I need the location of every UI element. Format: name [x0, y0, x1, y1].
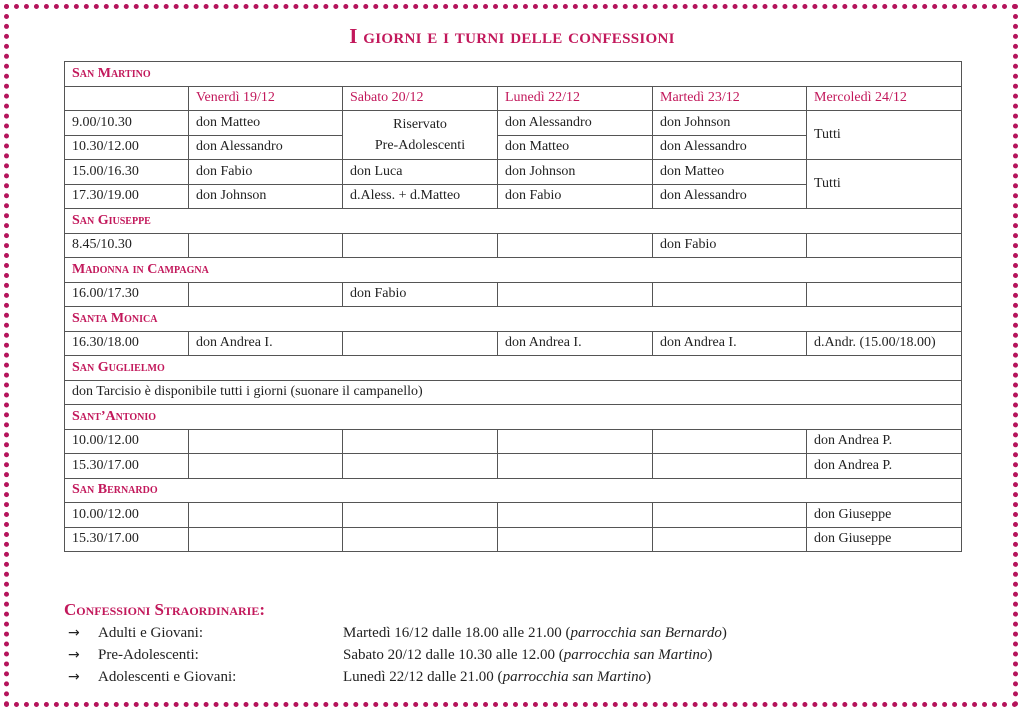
extra-desc-text: Martedì 16/12 dalle 18.00 alle 21.00 (	[343, 624, 571, 641]
section-row	[65, 209, 962, 234]
cell: don Johnson	[189, 184, 343, 209]
cell: don Andrea I.	[653, 331, 807, 356]
cell: don Alessandro	[653, 184, 807, 209]
time-cell: 9.00/10.30	[65, 111, 189, 136]
time-cell: 10.00/12.00	[65, 503, 189, 528]
all-cell: Tutti	[807, 160, 962, 209]
time-cell: 16.00/17.30	[65, 282, 189, 307]
time-cell: 15.00/16.30	[65, 160, 189, 185]
cell	[498, 429, 653, 454]
header-empty-cell	[65, 86, 189, 111]
extra-desc	[343, 669, 651, 686]
cell: d.Aless. + d.Matteo	[343, 184, 498, 209]
time-cell: 17.30/19.00	[65, 184, 189, 209]
table-row	[65, 380, 962, 405]
cell	[189, 454, 343, 479]
extra-note: parrocchia san Martino	[502, 668, 647, 685]
cell	[653, 429, 807, 454]
extra-title: Confessioni Straordinarie:	[64, 600, 266, 619]
day-header: Lunedì 22/12	[498, 86, 653, 111]
cell	[189, 503, 343, 528]
cell	[653, 282, 807, 307]
cell	[189, 429, 343, 454]
parish-name-santa-monica: Santa Monica	[65, 307, 962, 332]
cell	[189, 282, 343, 307]
section-row	[65, 405, 962, 430]
cell	[653, 454, 807, 479]
cell	[498, 454, 653, 479]
cell	[498, 527, 653, 552]
extra-close: )	[646, 668, 652, 685]
reserved-cell	[343, 111, 498, 160]
table-row	[65, 429, 962, 454]
time-cell: 10.00/12.00	[65, 429, 189, 454]
table-row	[65, 111, 962, 136]
cell	[807, 282, 962, 307]
extraordinary-confessions	[64, 600, 964, 688]
time-cell: 8.45/10.30	[65, 233, 189, 258]
extra-close: )	[707, 646, 713, 663]
cell: don Andrea P.	[807, 429, 962, 454]
cell	[343, 454, 498, 479]
cell: don Fabio	[498, 184, 653, 209]
cell	[343, 331, 498, 356]
note-cell: don Tarcisio è disponibile tutti i giorni (suonare il campanello)	[65, 380, 962, 405]
reserved-line: Pre-Adolescenti	[374, 138, 466, 153]
extra-label: Pre-Adolescenti:	[98, 646, 199, 663]
cell: don Luca	[343, 160, 498, 185]
day-header: Mercoledì 24/12	[807, 86, 962, 111]
day-header: Venerdì 19/12	[189, 86, 343, 111]
extra-desc	[343, 647, 712, 664]
cell	[807, 233, 962, 258]
time-cell: 15.30/17.00	[65, 527, 189, 552]
cell	[653, 527, 807, 552]
extra-label: Adolescenti e Giovani:	[98, 668, 237, 685]
section-row	[65, 478, 962, 503]
time-cell: 15.30/17.00	[65, 454, 189, 479]
table-row	[65, 331, 962, 356]
extra-note: parrocchia san Bernardo	[570, 624, 722, 641]
cell	[498, 233, 653, 258]
section-row	[65, 258, 962, 283]
arrow-right-icon: →	[68, 625, 80, 641]
cell: don Alessandro	[653, 135, 807, 160]
reserved-line: Riservato	[393, 117, 447, 132]
days-header-row	[65, 86, 962, 111]
arrow-right-icon: →	[68, 647, 80, 663]
cell: don Matteo	[189, 111, 343, 136]
cell: don Fabio	[343, 282, 498, 307]
cell: don Andrea I.	[189, 331, 343, 356]
cell	[343, 429, 498, 454]
all-cell: Tutti	[807, 111, 962, 160]
extra-desc-text: Lunedì 22/12 dalle 21.00 (	[343, 668, 503, 685]
parish-name-madonna-in-campagna: Madonna in Campagna	[65, 258, 962, 283]
cell: don Andrea P.	[807, 454, 962, 479]
cell	[343, 233, 498, 258]
cell	[343, 527, 498, 552]
parish-name-san-giuseppe: San Giuseppe	[65, 209, 962, 234]
table-row	[65, 527, 962, 552]
cell: don Giuseppe	[807, 527, 962, 552]
cell	[343, 503, 498, 528]
time-cell: 16.30/18.00	[65, 331, 189, 356]
day-header: Martedì 23/12	[653, 86, 807, 111]
cell: don Giuseppe	[807, 503, 962, 528]
parish-name-sant-antonio: Sant’Antonio	[65, 405, 962, 430]
cell: don Johnson	[653, 111, 807, 136]
table-row	[65, 160, 962, 185]
cell	[189, 527, 343, 552]
section-row	[65, 62, 962, 87]
parish-name-san-bernardo: San Bernardo	[65, 478, 962, 503]
cell: don Johnson	[498, 160, 653, 185]
cell: don Fabio	[653, 233, 807, 258]
cell	[498, 282, 653, 307]
cell	[498, 503, 653, 528]
table-row	[65, 503, 962, 528]
list-item	[64, 666, 964, 688]
section-row	[65, 307, 962, 332]
cell	[653, 503, 807, 528]
cell: don Matteo	[653, 160, 807, 185]
table-row	[65, 282, 962, 307]
list-item	[64, 644, 964, 666]
table-row	[65, 454, 962, 479]
cell: d.Andr. (15.00/18.00)	[807, 331, 962, 356]
cell	[189, 233, 343, 258]
extra-note: parrocchia san Martino	[563, 646, 708, 663]
parish-name-san-guglielmo: San Guglielmo	[65, 356, 962, 381]
day-header: Sabato 20/12	[343, 86, 498, 111]
list-item	[64, 622, 964, 644]
cell: don Alessandro	[189, 135, 343, 160]
parish-name-san-martino: San Martino	[65, 62, 962, 87]
page-title: I giorni e i turni delle confessioni	[349, 24, 675, 48]
section-row	[65, 356, 962, 381]
cell: don Alessandro	[498, 111, 653, 136]
cell: don Fabio	[189, 160, 343, 185]
extra-label: Adulti e Giovani:	[98, 624, 203, 641]
extra-close: )	[721, 624, 727, 641]
time-cell: 10.30/12.00	[65, 135, 189, 160]
table-row	[65, 233, 962, 258]
extra-desc-text: Sabato 20/12 dalle 10.30 alle 12.00 (	[343, 646, 564, 663]
arrow-right-icon: →	[68, 669, 80, 685]
cell: don Andrea I.	[498, 331, 653, 356]
schedule-table	[64, 61, 962, 552]
extra-desc	[343, 625, 727, 642]
cell: don Matteo	[498, 135, 653, 160]
